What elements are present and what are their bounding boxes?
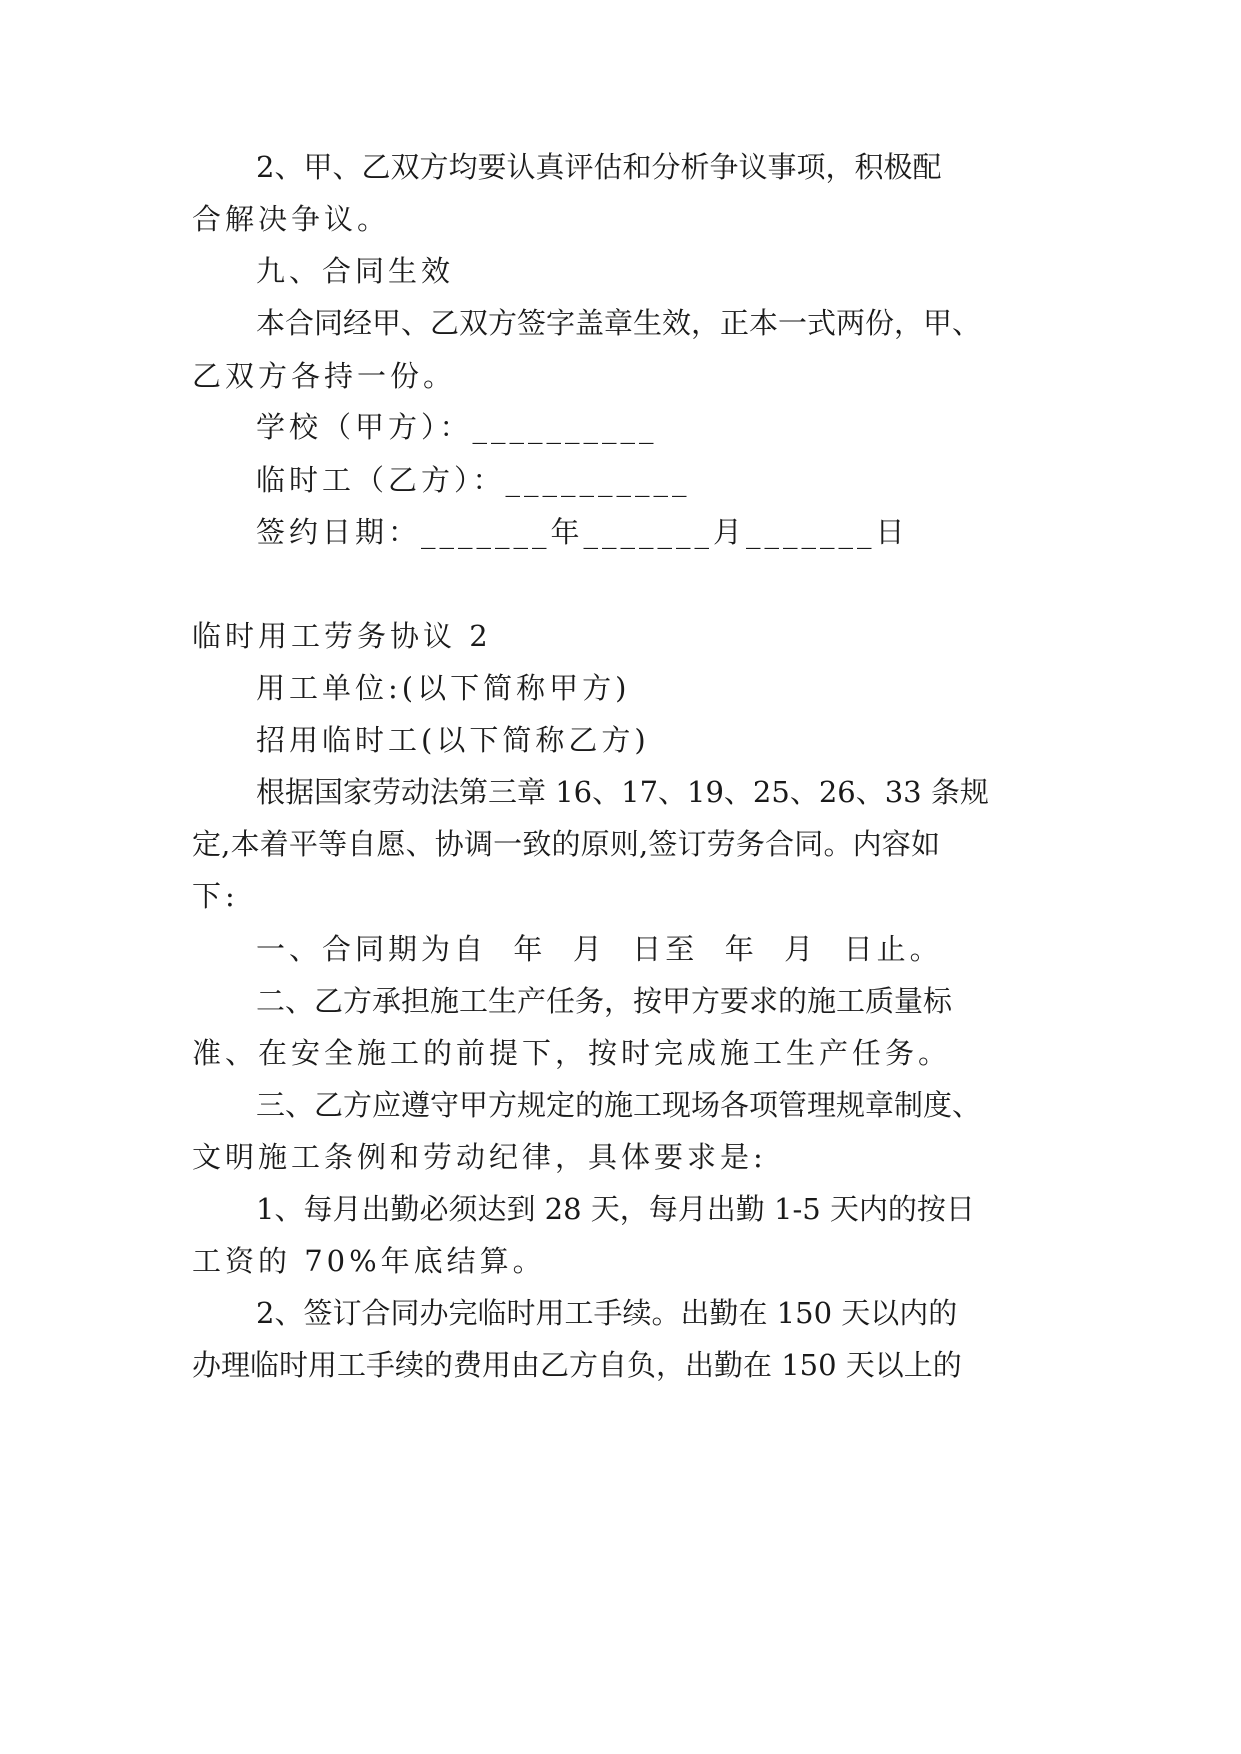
basis-line3: 下: xyxy=(192,879,239,913)
effect-line1: 本合同经甲、乙双方签字盖章生效，正本一式两份，甲、 xyxy=(256,306,982,340)
agreement-title: 临时用工劳务协议 2 xyxy=(192,619,492,653)
item2-line1: 二、乙方承担施工生产任务，按甲方要求的施工质量标 xyxy=(256,984,953,1018)
signing-date-line: 签约日期：_______年_______月_______日 xyxy=(256,515,909,549)
sub2-line2: 办理临时用工手续的费用由乙方自负，出勤在 150 天以上的 xyxy=(192,1348,962,1382)
sub1-line1: 1、每月出勤必须达到 28 天，每月出勤 1-5 天内的按日 xyxy=(256,1192,975,1226)
section9-heading: 九、合同生效 xyxy=(256,254,455,288)
sub2-line1: 2、签订合同办完临时用工手续。出勤在 150 天以内的 xyxy=(256,1296,958,1330)
basis-line2: 定,本着平等自愿、协调一致的原则,签订劳务合同。内容如 xyxy=(192,827,940,861)
clause2-line1: 2、甲、乙双方均要认真评估和分析争议事项，积极配 xyxy=(256,150,942,184)
employer-line: 用工单位:(以下简称甲方) xyxy=(256,671,631,705)
party-b-signature-line: 临时工（乙方）：__________ xyxy=(256,463,691,497)
item2-line2: 准、在安全施工的前提下，按时完成施工生产任务。 xyxy=(192,1036,952,1070)
effect-line2: 乙双方各持一份。 xyxy=(192,359,457,393)
sub1-line2: 工资的 70%年底结算。 xyxy=(192,1244,546,1278)
item1-contract-period: 一、合同期为自 年 月 日至 年 月 日止。 xyxy=(256,932,943,966)
clause2-line2: 合解决争议。 xyxy=(192,202,391,236)
item3-line2: 文明施工条例和劳动纪律，具体要求是: xyxy=(192,1140,767,1174)
party-a-signature-line: 学校（甲方）：__________ xyxy=(256,410,658,444)
item3-line1: 三、乙方应遵守甲方规定的施工现场各项管理规章制度、 xyxy=(256,1088,982,1122)
recruited-line: 招用临时工(以下简称乙方) xyxy=(256,723,650,757)
basis-line1: 根据国家劳动法第三章 16、17、19、25、26、33 条规 xyxy=(256,775,989,809)
